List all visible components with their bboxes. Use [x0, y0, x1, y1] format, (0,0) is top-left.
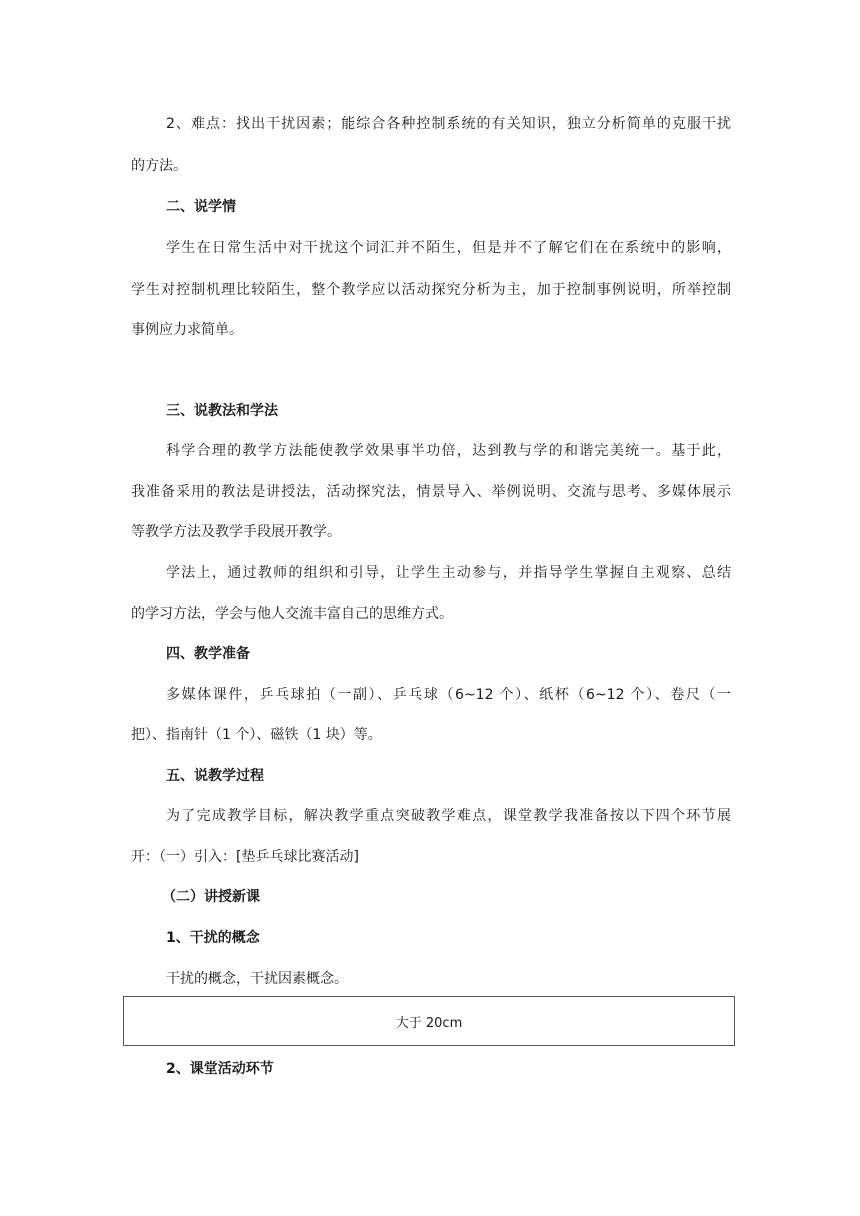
- paragraph-line: 为了完成教学目标，解决教学重点突破教学难点，课堂教学我准备按以下四个环节展: [166, 808, 731, 824]
- section-heading-preparation: 四、教学准备: [166, 646, 250, 662]
- paragraph-line: 干扰的概念，干扰因素概念。: [166, 971, 348, 987]
- paragraph-line: 开：（一）引入：[垫乒乓球比赛活动]: [131, 849, 359, 865]
- paragraph-line: 学生在日常生活中对干扰这个词汇并不陌生，但是并不了解它们在在系统中的影响，: [166, 240, 731, 256]
- subheading-class-activity: 2、课堂活动环节: [166, 1061, 274, 1077]
- section-heading-teaching-methods: 三、说教法和学法: [166, 403, 278, 419]
- paragraph-line: 多媒体课件，乒乓球拍（一副）、乒乓球（6~12 个）、纸杯（6~12 个）、卷尺（一: [166, 687, 731, 703]
- paragraph-line: 学生对控制机理比较陌生，整个教学应以活动探究分析为主，加于控制事例说明，所举控制: [131, 282, 731, 298]
- subheading-interference-concept: 1、干扰的概念: [166, 930, 260, 946]
- measurement-box: [123, 996, 735, 1046]
- section-heading-process: 五、说教学过程: [166, 768, 264, 784]
- section-heading-student-analysis: 二、说学情: [166, 199, 236, 215]
- paragraph-line: 的学习方法，学会与他人交流丰富自己的思维方式。: [131, 606, 453, 622]
- paragraph-line: 等教学方法及教学手段展开教学。: [131, 524, 341, 540]
- paragraph-line: 我准备采用的教法是讲授法，活动探究法，情景导入、举例说明、交流与思考、多媒体展示: [131, 484, 731, 500]
- difficulty-text-line2: 的方法。: [131, 158, 187, 174]
- difficulty-text-line1: 2、难点：找出干扰因素；能综合各种控制系统的有关知识，独立分析简单的克服干扰: [166, 116, 731, 132]
- paragraph-line: 学法上，通过教师的组织和引导，让学生主动参与，并指导学生掌握自主观察、总结: [166, 565, 731, 581]
- paragraph-line: 科学合理的教学方法能使教学效果事半功倍，达到教与学的和谐完美统一。基于此，: [166, 443, 731, 459]
- paragraph-line: 事例应力求简单。: [131, 322, 243, 338]
- subheading-new-lesson: （二）讲授新课: [162, 889, 260, 905]
- paragraph-line: 把）、指南针（1 个）、磁铁（1 块）等。: [131, 727, 382, 743]
- measurement-label: 大于 20cm: [395, 1015, 463, 1031]
